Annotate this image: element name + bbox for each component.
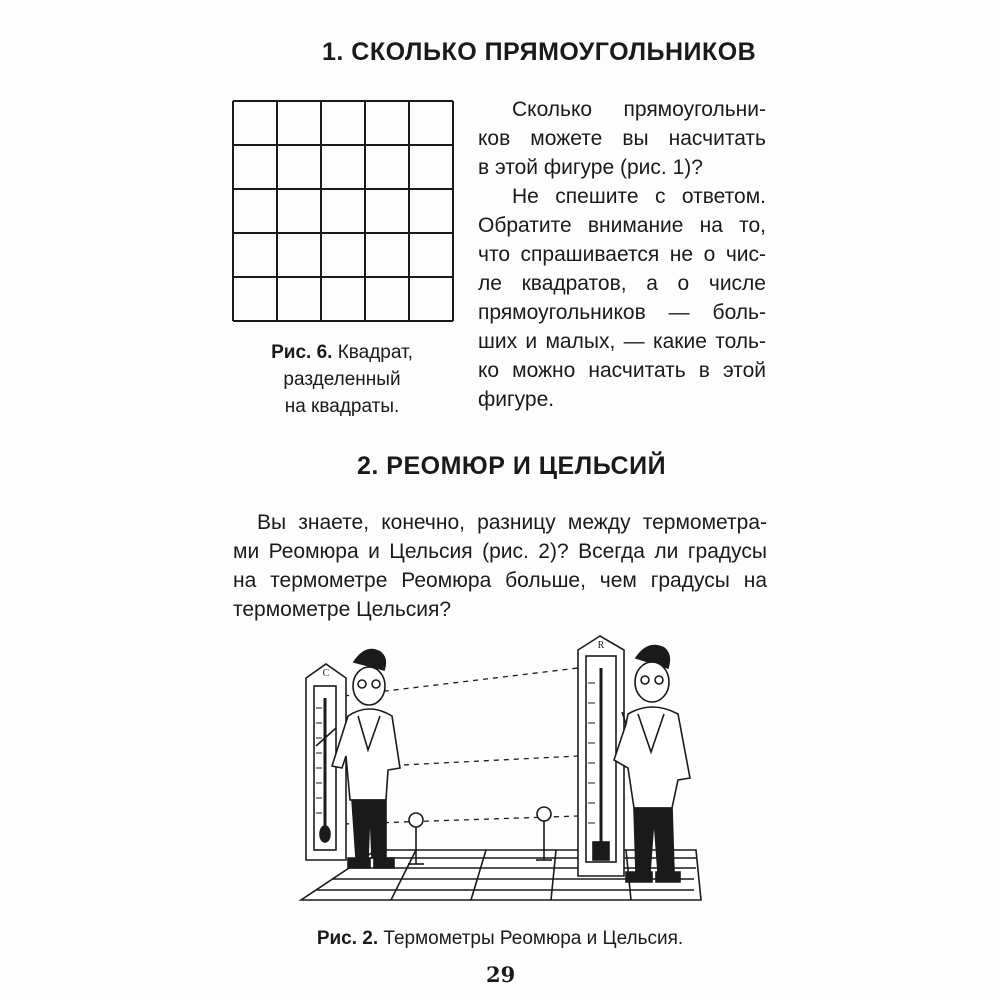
section1-para-line: фигуре. [478, 388, 555, 411]
reaumur-letter: R [597, 640, 605, 651]
section1-para-line: в этой фигуре (рис. 1)? [478, 156, 703, 179]
section1-para-line: Сколько прямоугольни- [512, 98, 766, 121]
section1-para-line: ле квадратов, а о числе [478, 272, 766, 295]
section1-para-line: ков можете вы насчитать [478, 127, 766, 150]
section1-para-line: ших и малых, — какие толь- [478, 330, 766, 353]
section2-para-line: на термометре Реомюра больше, чем градусы на [233, 569, 767, 592]
thermometers-illustration [296, 628, 706, 910]
right-figure [614, 646, 690, 882]
section-2-title: 2. РЕОМЮР И ЦЕЛЬСИЙ [357, 452, 667, 480]
figure-1-caption-label: Рис. 6. [271, 342, 333, 363]
section-1-paragraph [478, 95, 766, 414]
section2-para-line: Вы знаете, конечно, разницу между термометра- [257, 511, 767, 534]
celsius-letter: C [322, 668, 330, 679]
section-2-paragraph [233, 508, 767, 624]
section2-para-line: термометре Цельсия? [233, 598, 452, 621]
figure-1-caption-line-1: Квадрат, [337, 342, 413, 363]
section2-para-line: ми Реомюра и Цельсия (рис. 2)? Всегда ли градусы [233, 540, 767, 563]
figure-1-caption [258, 339, 426, 420]
figure-2-caption-label: Рис. 2. [316, 928, 379, 949]
section1-para-line: ко можно насчитать в этой [478, 359, 766, 382]
figure-1-caption-line-2: разделенный [283, 369, 401, 390]
page-number: 29 [486, 962, 516, 987]
section1-para-line: прямоугольников — боль- [478, 301, 766, 324]
section1-para-line: Не спешите с ответом. [512, 185, 766, 208]
section1-para-line: что спрашивается не о чис- [478, 243, 766, 266]
square-grid-figure [232, 100, 454, 322]
figure-2-caption [300, 925, 700, 952]
section1-para-line: Обратите внимание на то, [478, 214, 766, 237]
section-1-title: 1. СКОЛЬКО ПРЯМОУГОЛЬНИКОВ [322, 38, 757, 66]
figure-2-caption-text: Термометры Реомюра и Цельсия. [383, 928, 684, 949]
figure-1-caption-line-3: на квадраты. [284, 396, 400, 417]
